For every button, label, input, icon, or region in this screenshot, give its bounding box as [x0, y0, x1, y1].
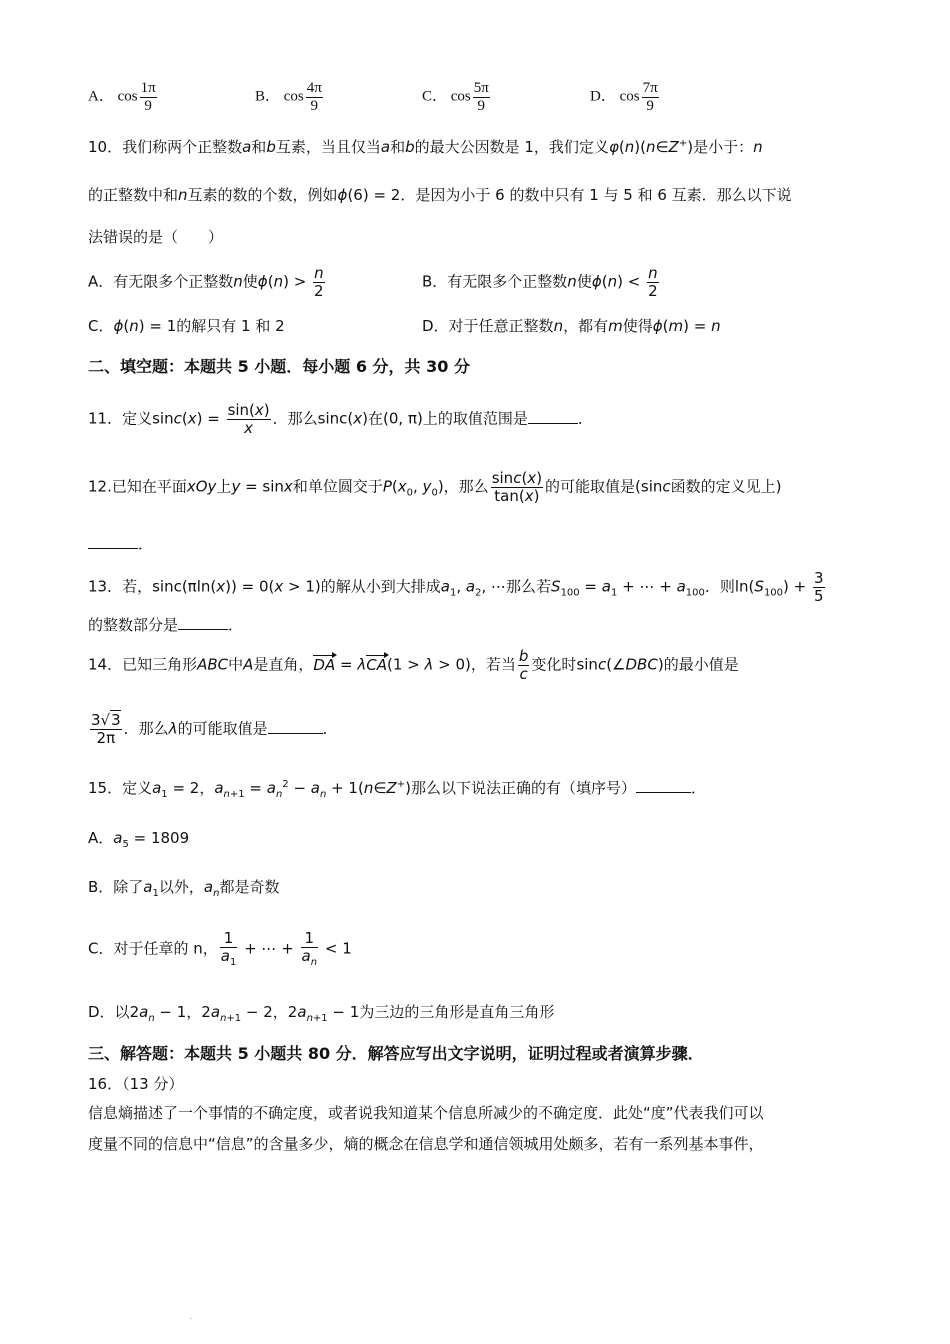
q9-option-c: C． cos $\frac{5\pi}{9}$	[422, 80, 489, 114]
q15-option-c: C．对于任章的 n， $\frac{1}{a_1}$ + ⋯ + $\frac{1}{a_n}$ < 1	[88, 929, 352, 968]
q10-option-b: B．有无限多个正整数n使ϕ(n) < $\frac{n}{2}$	[422, 264, 658, 300]
q10-line-3: 法错误的是（ ）	[88, 228, 224, 246]
q15-option-d: D．以$2a_n - 1$，$2a_{n+1} - 2$，$2a_{n+1} - 1$为三边的三角形是直角三角形	[88, 1003, 555, 1024]
q10-line-2: 的正整数中和n互素的数的个数，例如ϕ(6) = 2．是因为小于 6 的数中只有 1 与 5 和 6 互素．那么以下说	[88, 186, 792, 204]
q15-option-b: B．除了$a_1$以外，$a_n$都是奇数	[88, 878, 280, 899]
q10-option-d: D．对于任意正整数n，都有m使得ϕ(m) = n	[422, 317, 721, 335]
q14-line-1: 14．已知三角形ABC中A是直角，DA = λCA(1 > λ > 0)，若当 $\frac{b}{c}$ 变化时sinc(∠DBC)的最小值是	[88, 647, 739, 683]
q10-line-1: 10．我们称两个正整数a和b互素，当且仅当a和b的最大公因数是 1，我们定义φ(n)(n∈Z+)是小于：n	[88, 138, 763, 156]
q15-option-a: A．$a_5 = 1809$	[88, 829, 190, 850]
q15: 15．定义$a_1 = 2$，$a_{n+1} = a_n^2 - a_n$ + 1(n∈Z+)那么以下说法正确的有（填序号） ．	[88, 779, 706, 800]
scan-speck	[190, 1318, 192, 1319]
q14-line-2: $\frac{3√3}{2\pi}$ ．那么λ的可能取值是 ．	[91, 711, 338, 747]
q13-line-2: 的整数部分是 ．	[88, 616, 244, 634]
q9-option-b: B． cos $\frac{4\pi}{9}$	[255, 80, 322, 114]
q16-paragraph-line-2: 度量不同的信息中“信息”的含量多少，熵的概念在信息学和通信领城用处颇多，若有一系列基本事件，	[88, 1135, 764, 1153]
q9-option-d: D． cos $\frac{7\pi}{9}$	[590, 80, 658, 114]
q12-blank: ．	[88, 538, 153, 553]
q11: 11．定义sinc(x) = $\frac{\sin(x)}{x}$ ．那么sinc(x)在(0, π)上的取值范围是 ．	[88, 401, 593, 437]
section-2-heading: 二、填空题：本题共 5 小题．每小题 6 分，共 30 分	[88, 357, 470, 376]
q12: 12.已知在平面xOy上y = sinx和单位圆交于$P(x_0$, $y_0$)，那么 $\frac{\sin c(x)}{\tan(x)}$ 的可能取值是(sinc函数的定义见上)	[88, 469, 782, 505]
q13-line-1: 13．若，sinc(πln(x)) = 0(x > 1)的解从小到大排成$a_1$, $a_2$, ⋯那么若$S_{100} = a_1$ + ⋯ + $a_{100}$．则$\ln(S_{100})$ + $\frac{3}{5}$	[88, 569, 824, 605]
q16-paragraph-line-1: 信息熵描述了一个事情的不确定度，或者说我知道某个信息所减少的不确定度．此处“度”代表我们可以	[88, 1104, 764, 1122]
section-3-heading: 三、解答题：本题共 5 小题共 80 分．解答应写出文字说明，证明过程或者演算步骤．	[88, 1044, 704, 1063]
q16-heading: 16．（13 分）	[88, 1075, 184, 1093]
q9-option-a: A． cos $\frac{1\pi}{9}$	[88, 80, 156, 114]
q10-option-a: A．有无限多个正整数n使ϕ(n) > $\frac{n}{2}$	[88, 264, 324, 300]
q10-option-c: C．ϕ(n) = 1的解只有 1 和 2	[88, 317, 285, 335]
